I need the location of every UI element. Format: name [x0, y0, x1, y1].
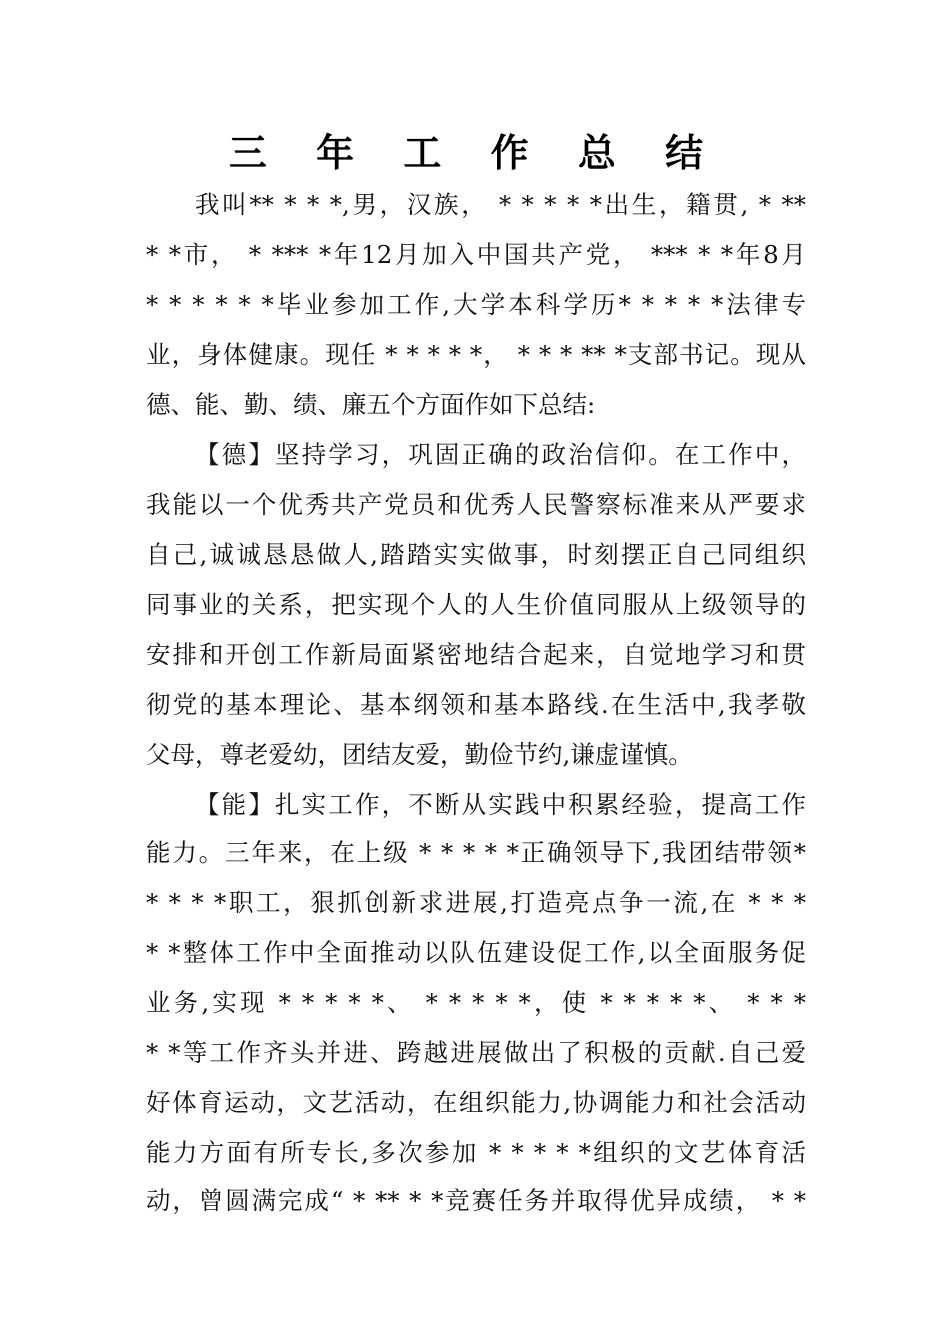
text-line: * * * *职工，狠抓创新求进展,打造亮点争一流,在 * * * — [146, 888, 806, 917]
text-line: * *市， * *** *年12月加入中国共产党， *** * *年8月 — [146, 240, 806, 269]
text-line: 业，身体健康。现任 * * * * *， * * * ** *支部书记。现从 — [146, 340, 806, 369]
text-line: 业务,实现 * * * * *、 * * * * *，使 * * * * *、 * * * — [146, 988, 806, 1017]
text-line: 父母，尊老爱幼，团结友爱，勤俭节约,谦虚谨慎。 — [146, 740, 693, 769]
text-line: 能力。三年来，在上级 * * * * *正确领导下,我团结带领* — [146, 838, 806, 867]
text-line: 能力方面有所专长,多次参加 * * * * *组织的文艺体育活 — [146, 1138, 806, 1167]
text-line: * * * * * *毕业参加工作,大学本科学历* * * * *法律专 — [146, 290, 806, 319]
text-line: 动，曾圆满完成“ * ** * *竞赛任务并取得优异成绩， * * — [146, 1186, 806, 1215]
text-line: 彻党的基本理论、基本纲领和基本路线.在生活中,我孝敬 — [146, 690, 806, 719]
text-line: 【德】坚持学习，巩固正确的政治信仰。在工作中， — [195, 440, 806, 469]
text-line: 自己,诚诚恳恳做人,踏踏实实做事，时刻摆正自己同组织 — [146, 540, 806, 569]
text-line: 我叫** * * *,男，汉族， * * * * *出生，籍贯, * ** — [195, 190, 806, 219]
text-line: 德、能、勤、绩、廉五个方面作如下总结: — [146, 390, 596, 419]
text-line: 我能以一个优秀共产党员和优秀人民警察标准来从严要求 — [146, 490, 806, 519]
text-line: 好体育运动，文艺活动，在组织能力,协调能力和社会活动 — [146, 1088, 806, 1117]
text-line: 同事业的关系，把实现个人的人生价值同服从上级领导的 — [146, 590, 806, 619]
text-line: 【能】扎实工作，不断从实践中积累经验，提高工作 — [195, 790, 806, 819]
text-line: 安排和开创工作新局面紧密地结合起来，自觉地学习和贯 — [146, 640, 806, 669]
text-line: * *整体工作中全面推动以队伍建设促工作,以全面服务促 — [146, 938, 806, 967]
document-title: 三 年 工 作 总 结 — [228, 131, 722, 175]
text-line: * *等工作齐头并进、跨越进展做出了积极的贡献.自己爱 — [146, 1038, 806, 1067]
